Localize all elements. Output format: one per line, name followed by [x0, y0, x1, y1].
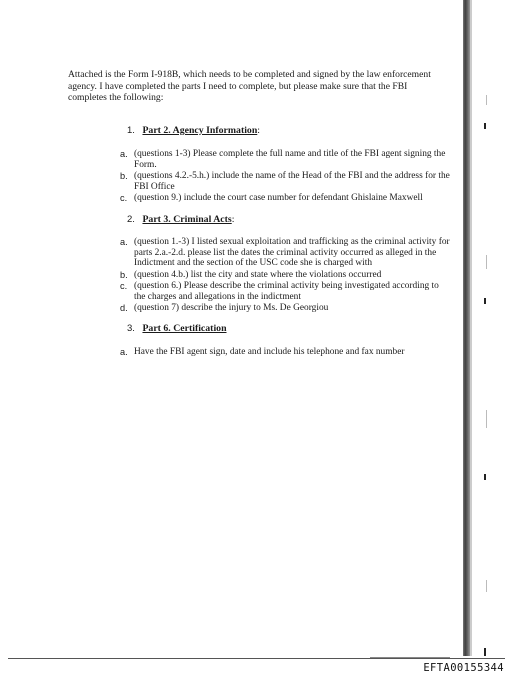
- scan-mark: [486, 580, 487, 592]
- scan-speck: [484, 298, 486, 304]
- scan-mark: [486, 255, 487, 269]
- section-number: 3.: [127, 323, 135, 334]
- item-text: (question 9.) include the court case number for defendant Ghislaine Maxwell: [134, 193, 423, 203]
- scan-mark: [486, 410, 487, 428]
- section-colon: :: [231, 214, 235, 225]
- list-item: [120, 149, 450, 170]
- item-letter: c.: [120, 193, 128, 203]
- list-item: [120, 303, 450, 314]
- list-item: [120, 171, 450, 192]
- item-text: (question 1.-3) I listed sexual exploitation and trafficking as the criminal activity for parts 2.a.-2.d. please list the dates the criminal activity occurred as alleged in the Indictment and the section of the USC code she is charged with: [134, 237, 450, 269]
- list-item: [120, 237, 450, 269]
- section-heading-agency-information: [127, 125, 260, 137]
- list-item: [120, 193, 450, 204]
- list-item: [120, 281, 450, 302]
- item-letter: a.: [120, 237, 128, 247]
- item-letter: b.: [120, 171, 128, 181]
- bates-number: EFTA00155344: [423, 662, 504, 674]
- section-heading-certification: [127, 323, 227, 335]
- section-items-agency-information: [120, 149, 450, 204]
- footer-rule-overlay: [370, 657, 450, 658]
- intro-paragraph: Attached is the Form I-918B, which needs to be completed and signed by the law enforcement agency. I have completed the parts I need to complete, but please make sure that the FBI completes the following:: [68, 69, 431, 104]
- item-text: (question 4.b.) list the city and state where the violations occurred: [134, 269, 382, 280]
- footer-rule: [8, 658, 505, 659]
- list-item: [120, 347, 450, 358]
- section-number: 1.: [127, 125, 135, 136]
- item-letter: c.: [120, 281, 128, 291]
- item-text: (questions 1-3) Please complete the full name and title of the FBI agent signing the Form.: [134, 149, 446, 170]
- list-item: [120, 270, 450, 281]
- section-colon: :: [257, 125, 261, 136]
- section-items-criminal-acts: [120, 237, 450, 314]
- scan-edge-shadow: [463, 0, 470, 656]
- section-number: 2.: [127, 214, 135, 225]
- item-text: (questions 4.2.-5.h.) include the name of the Head of the FBI and the address for the FBI Office: [134, 171, 450, 192]
- section-title: Part 2. Agency Information: [142, 125, 258, 136]
- scan-mark: [486, 95, 487, 105]
- section-heading-criminal-acts: [127, 214, 234, 226]
- scan-edge-highlight: [470, 0, 472, 656]
- scan-speck: [484, 474, 486, 480]
- scan-speck: [484, 123, 486, 129]
- item-letter: d.: [120, 303, 128, 313]
- item-letter: a.: [120, 149, 128, 159]
- section-title: Part 6. Certification: [142, 323, 227, 334]
- item-letter: b.: [120, 269, 128, 280]
- item-letter: a.: [120, 347, 128, 357]
- item-text: (question 6.) Please describe the criminal activity being investigated according to the charges and allegations in the indictment: [134, 281, 439, 302]
- item-text: Have the FBI agent sign, date and include his telephone and fax number: [134, 347, 405, 357]
- section-title: Part 3. Criminal Acts: [142, 214, 232, 225]
- scan-speck: [484, 648, 486, 656]
- section-items-certification: [120, 347, 450, 358]
- item-text: (question 7) describe the injury to Ms. De Georgiou: [134, 303, 329, 313]
